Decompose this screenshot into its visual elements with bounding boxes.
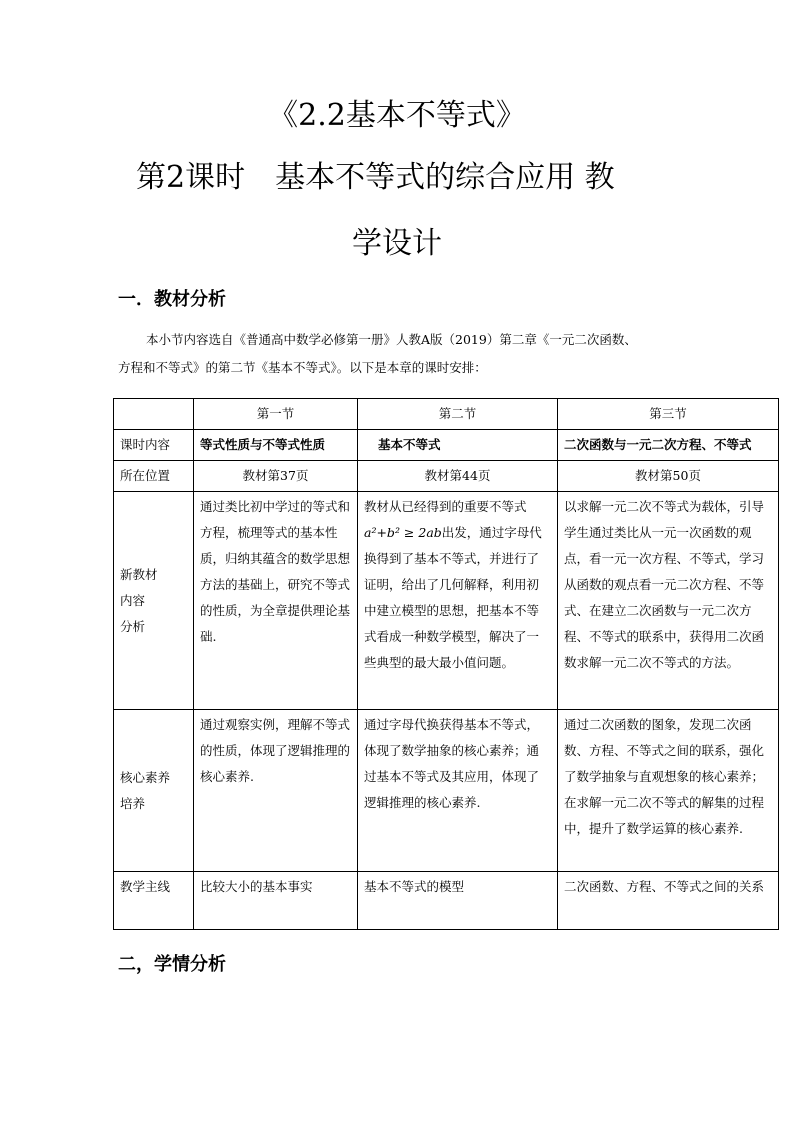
table-cell: 教材第50页 [558, 461, 779, 492]
cell-text: 出发，通过字母代换得到了基本不等式，并进行了证明，给出了几何解释，利用初中建立模型的思想，把基本不等式看成一种数学模型，解决了一些典型的最大最小值问题。 [364, 525, 542, 670]
doc-title-line3: 学设计 [352, 226, 442, 261]
table-cell: 通过二次函数的图象，发现二次函数、方程、不等式之间的联系，强化了数学抽象与直观想象的核心素养；在求解一元二次不等式的解集的过程中，提升了数学运算的核心素养. [558, 710, 779, 872]
row-label: 课时内容 [114, 430, 194, 461]
row-label-line: 新教材 [120, 566, 158, 582]
row-label-line: 分析 [120, 618, 146, 634]
table-cell: 基本不等式的模型 [358, 872, 558, 930]
lesson-plan-table [113, 398, 779, 930]
table-cell: 二次函数、方程、不等式之间的关系 [558, 872, 779, 930]
table-header-row [114, 399, 779, 430]
table-cell: 比较大小的基本事实 [194, 872, 358, 930]
row-label [114, 492, 194, 710]
table-row-literacy [114, 710, 779, 872]
table-row-position [114, 461, 779, 492]
section-heading-student-analysis: 二，学情分析 [118, 954, 226, 975]
row-label: 教学主线 [114, 872, 194, 930]
table-row-content [114, 430, 779, 461]
table-cell: 基本不等式 [358, 430, 558, 461]
header-cell [114, 399, 194, 430]
table-row-analysis [114, 492, 779, 710]
row-label-line: 核心素养 [120, 769, 171, 785]
section-heading-textbook-analysis: 一．教材分析 [118, 289, 226, 310]
intro-line-1: 本小节内容选自《普通高中数学必修第一册》人教A版（2019）第二章《一元二次函数、 [146, 332, 637, 347]
formula-inequality: a²+b² ≥ 2ab [364, 525, 442, 540]
row-label-line: 培养 [120, 795, 146, 811]
table-cell: 二次函数与一元二次方程、不等式 [558, 430, 779, 461]
cell-text: 教材从已经得到的重要不等式 [364, 499, 527, 514]
table-cell: 等式性质与不等式性质 [194, 430, 358, 461]
row-label-line: 内容 [120, 592, 146, 608]
table-cell: 通过观察实例，理解不等式的性质，体现了逻辑推理的核心素养. [194, 710, 358, 872]
doc-title-line2: 第2课时 基本不等式的综合应用 教 [136, 160, 615, 195]
table-cell: 以求解一元二次不等式为载体，引导学生通过类比从一元一次函数的观点，看一元一次方程、不等式，学习从函数的观点看一元二次方程、不等式、在建立二次函数与一元二次方程、不等式的联系中，获得用二次函数求解一元二次不等式的方法。 [558, 492, 779, 710]
header-cell: 第一节 [194, 399, 358, 430]
table-row-mainline [114, 872, 779, 930]
intro-paragraph [118, 326, 688, 382]
table-cell [358, 492, 558, 710]
intro-line-2: 方程和不等式》的第二节《基本不等式》。以下是本章的课时安排： [118, 360, 487, 375]
doc-title-line1: 《2.2基本不等式》 [268, 98, 526, 133]
row-label [114, 710, 194, 872]
table-cell: 教材第37页 [194, 461, 358, 492]
header-cell: 第三节 [558, 399, 779, 430]
table-cell: 通过字母代换获得基本不等式，体现了数学抽象的核心素养；通过基本不等式及其应用，体现了逻辑推理的核心素养. [358, 710, 558, 872]
table-cell: 通过类比初中学过的等式和方程，梳理等式的基本性质，归纳其蕴含的数学思想方法的基础上，研究不等式的性质，为全章提供理论基础. [194, 492, 358, 710]
row-label: 所在位置 [114, 461, 194, 492]
header-cell: 第二节 [358, 399, 558, 430]
table-cell: 教材第44页 [358, 461, 558, 492]
